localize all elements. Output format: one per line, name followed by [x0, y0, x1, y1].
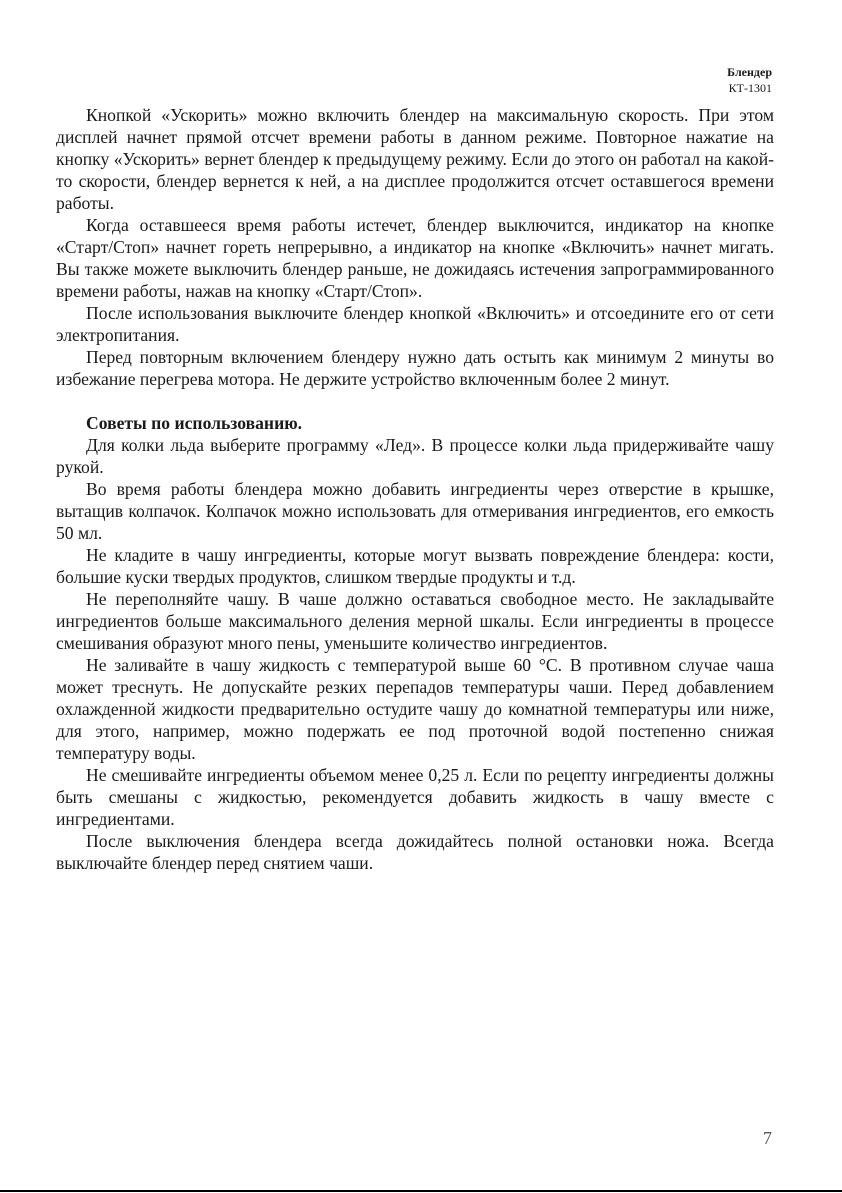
tip-liquid-temperature: Не заливайте в чашу жидкость с температурой выше 60 °C. В противном случае чаша может треснуть. Не допускайте резких перепадов температуры чаши. Перед добавлением охлажденной жидкости предварительно остудите чашу до комнатной температуры или ниже, для этого, например, можно подержать ее под проточной водой постепенно снижая температуру воды.: [56, 655, 774, 763]
bottom-divider: [0, 1190, 842, 1192]
header-model-number: КТ-1301: [728, 81, 772, 95]
tip-add-ingredients: Во время работы блендера можно добавить ингредиенты через отверстие в крышке, вытащив колпачок. Колпачок можно использовать для отмеривания ингредиентов, его емкость 50 мл.: [56, 479, 774, 543]
paragraph-cooldown: Перед повторным включением блендеру нужно дать остыть как минимум 2 минуты во избежание перегрева мотора. Не держите устройство включенным более 2 минут.: [56, 347, 774, 389]
paragraph-timer-expiry: Когда оставшееся время работы истечет, блендер выключится, индикатор на кнопке «Старт/Стоп» начнет гореть непрерывно, а индикатор на кнопке «Включить» начнет мигать. Вы также можете выключить блендер раньше, не дожидаясь истечения запрограммированного времени работы, нажав на кнопку «Старт/Стоп».: [56, 215, 774, 301]
page-body: [56, 104, 774, 874]
paragraph-after-use: После использования выключите блендер кнопкой «Включить» и отсоедините его от сети электропитания.: [56, 303, 774, 345]
tips-heading: Советы по использованию.: [86, 413, 303, 433]
tip-minimum-volume: Не смешивайте ингредиенты объемом менее 0,25 л. Если по рецепту ингредиенты должны быть смешаны с жидкостью, рекомендуется добавить жидкость в чашу вместе с ингредиентами.: [56, 765, 774, 829]
tip-forbidden-ingredients: Не кладите в чашу ингредиенты, которые могут вызвать повреждение блендера: кости, большие куски твердых продуктов, слишком твердые продукты и т.д.: [56, 545, 774, 587]
tip-do-not-overfill: Не переполняйте чашу. В чаше должно оставаться свободное место. Не закладывайте ингредиентов больше максимального деления мерной шкалы. Если ингредиенты в процессе смешивания образуют много пены, уменьшите количество ингредиентов.: [56, 589, 774, 653]
header-product-title: Блендер: [727, 65, 772, 79]
tip-ice-crushing: Для колки льда выберите программу «Лед». В процессе колки льда придерживайте чашу рукой.: [56, 435, 774, 477]
page-header: [727, 64, 772, 96]
paragraph-boost-button: Кнопкой «Ускорить» можно включить блендер на максимальную скорость. При этом дисплей начнет прямой отсчет времени работы в данном режиме. Повторное нажатие на кнопку «Ускорить» вернет блендер к предыдущему режиму. Если до этого он работал на какой-то скорости, блендер вернется к ней, а на дисплее продолжится отсчет оставшегося времени работы.: [56, 105, 774, 213]
tip-blade-stop: После выключения блендера всегда дожидайтесь полной остановки ножа. Всегда выключайте блендер перед снятием чаши.: [56, 831, 774, 873]
page-number: 7: [763, 1128, 772, 1148]
